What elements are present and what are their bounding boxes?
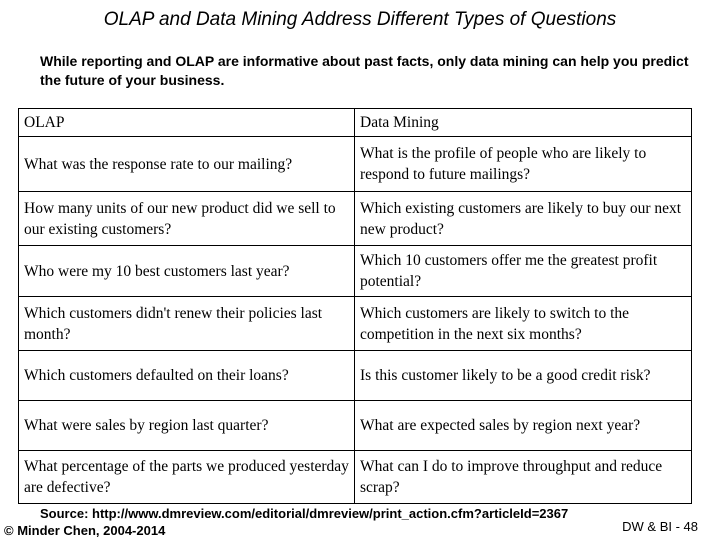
data-mining-cell: What are expected sales by region next year? <box>355 401 692 451</box>
table-row <box>19 137 692 192</box>
table-row <box>19 246 692 297</box>
data-mining-cell: Which customers are likely to switch to the competition in the next six months? <box>355 297 692 351</box>
table-row <box>19 451 692 504</box>
copyright-notice: © Minder Chen, 2004-2014 <box>4 523 166 538</box>
source-citation: Source: http://www.dmreview.com/editorial/dmreview/print_action.cfm?articleId=2367 <box>40 506 569 521</box>
data-mining-cell: Which 10 customers offer me the greatest profit potential? <box>355 246 692 297</box>
table-row <box>19 401 692 451</box>
data-mining-cell: What can I do to improve throughput and reduce scrap? <box>355 451 692 504</box>
data-mining-cell: Is this customer likely to be a good credit risk? <box>355 351 692 401</box>
data-mining-cell: Which existing customers are likely to buy our next new product? <box>355 192 692 246</box>
table-header-row <box>19 109 692 137</box>
olap-cell: What were sales by region last quarter? <box>19 401 355 451</box>
olap-cell: Which customers defaulted on their loans? <box>19 351 355 401</box>
olap-cell: What percentage of the parts we produced yesterday are defective? <box>19 451 355 504</box>
intro-text: While reporting and OLAP are informative about past facts, only data mining can help you predict the future of your business. <box>40 53 689 88</box>
table-row <box>19 351 692 401</box>
olap-cell: Which customers didn't renew their policies last month? <box>19 297 355 351</box>
page-number: DW & BI - 48 <box>622 519 698 534</box>
slide-title: OLAP and Data Mining Address Different Types of Questions <box>103 9 617 30</box>
table-row <box>19 192 692 246</box>
olap-cell: What was the response rate to our mailing? <box>19 137 355 192</box>
header-olap: OLAP <box>19 109 355 137</box>
data-mining-cell: What is the profile of people who are likely to respond to future mailings? <box>355 137 692 192</box>
table-row <box>19 297 692 351</box>
olap-cell: How many units of our new product did we sell to our existing customers? <box>19 192 355 246</box>
olap-cell: Who were my 10 best customers last year? <box>19 246 355 297</box>
header-data-mining: Data Mining <box>355 109 692 137</box>
comparison-table <box>18 108 692 504</box>
